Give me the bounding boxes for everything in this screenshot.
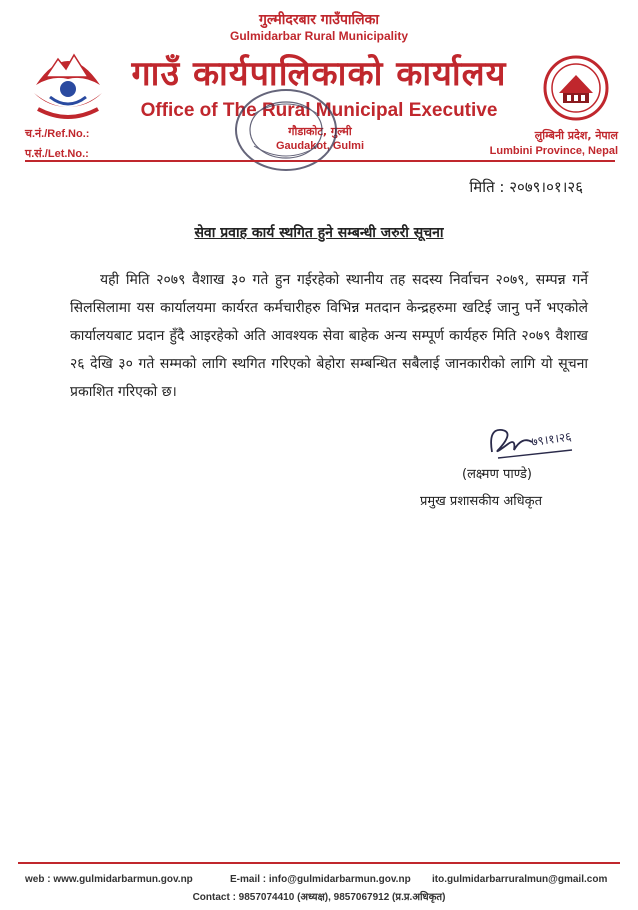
notice-body: यही मिति २०७९ वैशाख ३० गते हुन गईरहेको स्थानीय तह सदस्य निर्वाचन २०७९, सम्पन्न गर्ने सिलसिलामा यस कार्यालयमा कार्यरत कर्मचारीहरु विभिन्न मतदान केन्द्रहरुमा खटिई जानु पर्ने भएकोले कार्यालयबाट प्रदान हुँदै आइरहेको अति आवश्यक सेवा बाहेक अन्य सम्पूर्ण कार्यहरु मिति २०७९ वैशाख २६ देखि ३० गते सम्मको लागि स्थगित गरिएको बेहोरा सम्बन्धित सबैलाई जानकारीको लागि यो सूचना प्रकाशित गरिएको छ।: [70, 272, 588, 400]
office-name-english: Office of The Rural Municipal Executive: [140, 100, 498, 121]
signatory-name: (लक्ष्मण पाण्डे): [462, 467, 532, 482]
office-stamp: [232, 84, 340, 176]
province-english: Lumbini Province, Nepal: [489, 145, 618, 157]
municipality-seal-logo: [543, 55, 609, 121]
letter-number-label: प.सं./Let.No.:: [25, 148, 89, 160]
province-nepali: लुम्बिनी प्रदेश, नेपाल: [534, 129, 618, 142]
document-date: मिति : २०७९।०१।२६: [469, 178, 583, 196]
place-nepali: गौडाकोट, गुल्मी: [288, 125, 352, 138]
municipality-name-nepali: गुल्मीदरबार गाउँपालिका: [258, 12, 380, 28]
signatory-title: प्रमुख प्रशासकीय अधिकृत: [420, 494, 543, 509]
svg-text:७९।१।२६: ७९।१।२६: [530, 429, 573, 449]
footer-website: web : www.gulmidarbarmun.gov.np: [25, 874, 193, 885]
government-emblem-logo: [28, 45, 108, 121]
notice-subject: सेवा प्रवाह कार्य स्थगित हुने सम्बन्धी जरुरी सूचना: [194, 225, 444, 241]
office-name-nepali: गाउँ कार्यपालिकाको कार्यालय: [131, 54, 507, 94]
municipality-name-english: Gulmidarbar Rural Municipality: [229, 29, 409, 43]
header-divider: [25, 160, 615, 162]
footer-email: E-mail : info@gulmidarbarmun.gov.np: [230, 874, 411, 885]
footer-contact: Contact : 9857074410 (अध्यक्ष), 9857067912 (प्र.प्र.अधिकृत): [192, 892, 446, 903]
place-english: Gaudakot, Gulmi: [275, 140, 364, 152]
footer-ito-email: ito.gulmidarbarruralmun@gmail.com: [432, 874, 608, 885]
footer-divider: [18, 862, 620, 864]
reference-number-label: च.नं./Ref.No.:: [25, 128, 90, 140]
